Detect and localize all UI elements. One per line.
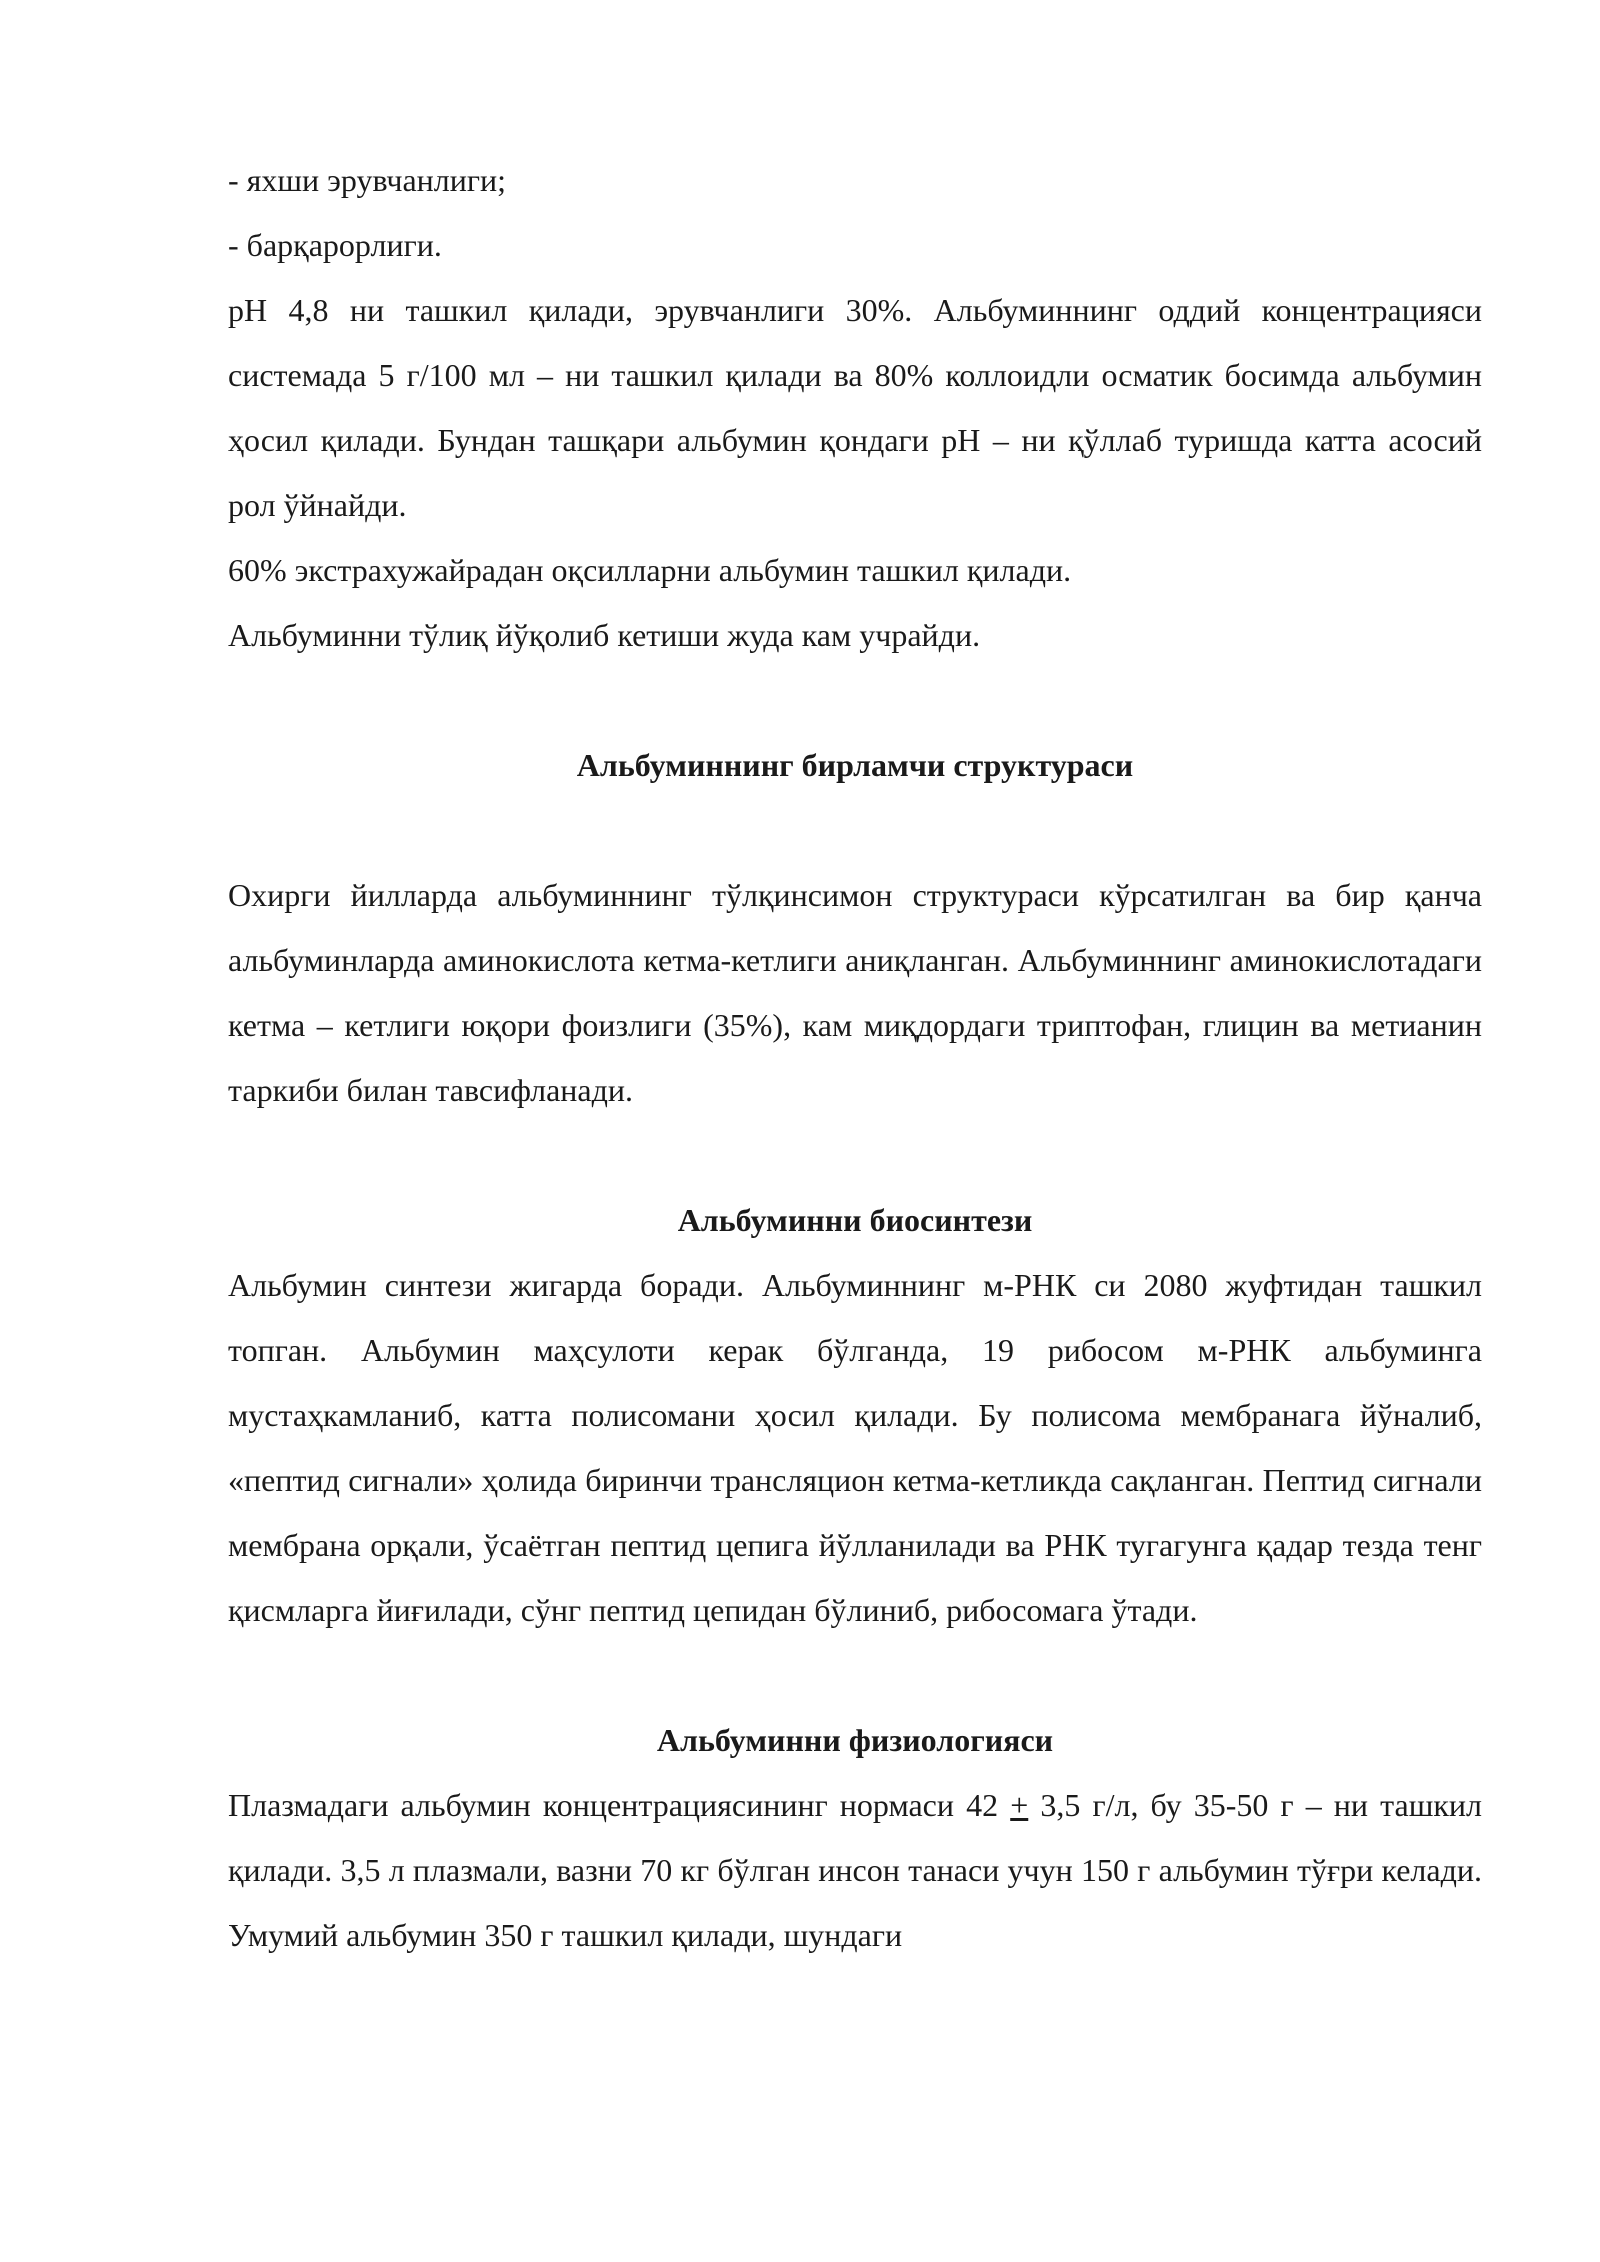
physiology-text-start: Плазмадаги альбумин концентрациясининг нормаси 42 (228, 1787, 1011, 1823)
list-item-stability: - барқарорлиги. (228, 227, 442, 263)
list-item-solubility: - яхши эрувчанлиги; (228, 162, 506, 198)
primary-structure-paragraph: Охирги йилларда альбуминнинг тўлқинсимон структураси кўрсатилган ва бир қанча альбуминларда аминокислота кетма-кетлиги аниқланган. Альбуминнинг аминокислотадаги кетма – кетлиги юқори фоизлиги (35%), кам миқдордаги триптофан, глицин ва метианин таркиби билан тавсифланади. (228, 877, 1482, 1108)
intro-line-extracellular: 60% экстрахужайрадан оқсилларни альбумин ташкил қилади. (228, 552, 1072, 588)
section-heading-physiology: Альбуминни физиологияси (656, 1722, 1054, 1758)
spacer (228, 798, 1482, 863)
section-heading-primary-structure: Альбуминнинг бирламчи структураси (576, 747, 1134, 783)
physiology-paragraph (228, 1773, 1482, 1968)
biosynthesis-paragraph: Альбумин синтези жигарда боради. Альбуминнинг м-РНК си 2080 жуфтидан ташкил топган. Альбумин маҳсулоти керак бўлганда, 19 рибосом м-РНК альбуминга мустаҳкамланиб, катта полисомани ҳосил қилади. Бу полисома мембранага йўналиб, «пептид сигнали» ҳолида биринчи трансляцион кетма-кетликда сақланган. Пептид сигнали мембрана орқали, ўсаётган пептид цепига йўлланилади ва РНК тугагунга қадар тезда тенг қисмларга йиғилади, сўнг пептид цепидан бўлиниб, рибосомага ўтади. (228, 1267, 1482, 1628)
physiology-text-end: 3,5 г/л, бу 35-50 г – ни ташкил қилади. 3,5 л плазмали, вазни 70 кг бўлган инсон танаси учун 150 г альбумин тўғри келади. Умумий альбумин 350 г ташкил қилади, шундаги (228, 1787, 1483, 1953)
spacer (228, 1643, 1482, 1708)
section-heading-biosynthesis: Альбуминни биосинтези (677, 1202, 1033, 1238)
plus-minus-sign: + (1010, 1787, 1029, 1823)
spacer (228, 1123, 1482, 1188)
intro-paragraph: pH 4,8 ни ташкил қилади, эрувчанлиги 30%. Альбуминнинг оддий концентрацияси системада 5 г/100 мл – ни ташкил қилади ва 80% коллоидли осматик босимда альбумин ҳосил қилади. Бундан ташқари альбумин қондаги pH – ни қўллаб туришда катта асосий рол ўйнайди. (228, 292, 1482, 523)
spacer (228, 668, 1482, 733)
document-page (228, 148, 1482, 1968)
intro-line-loss: Альбуминни тўлиқ йўқолиб кетиши жуда кам учрайди. (228, 617, 981, 653)
